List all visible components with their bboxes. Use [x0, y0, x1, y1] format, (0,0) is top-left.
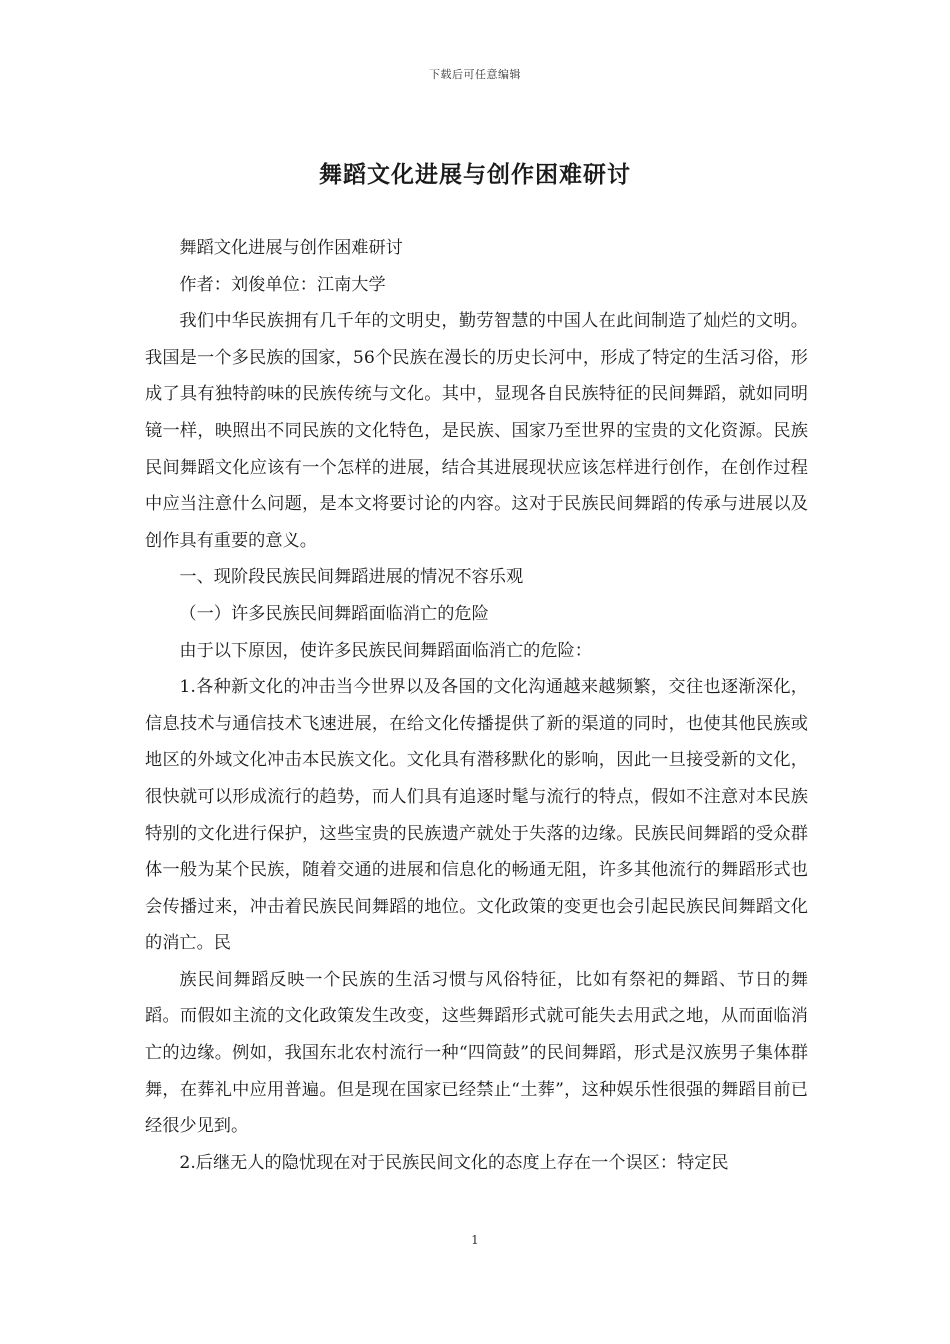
document-body: [145, 230, 808, 1181]
paragraph-subtitle: 舞蹈文化进展与创作困难研讨: [179, 238, 403, 258]
page-header: 下载后可任意编辑: [429, 68, 521, 81]
subsection-heading-1: （一）许多民族民间舞蹈面临消亡的危险: [179, 603, 489, 624]
paragraph-point-2: 2.后继无人的隐忧现在对于民族民间文化的态度上存在一个误区：特定民: [179, 1152, 729, 1173]
paragraph-intro: 我们中华民族拥有几千年的文明史，勤劳智慧的中国人在此间制造了灿烂的文明。我国是一个多民族的国家，56个民族在漫长的历史长河中，形成了特定的生活习俗，形成了具有独特韵味的民族传统与文化。其中，显现各自民族特征的民间舞蹈，就如同明镜一样，映照出不同民族的文化特色，是民族、国家乃至世界的宝贵的文化资源。民族民间舞蹈文化应该有一个怎样的进展，结合其进展现状应该怎样进行创作，在创作过程中应当注意什么问题，是本文将要讨论的内容。这对于民族民间舞蹈的传承与进展以及创作具有重要的意义。: [145, 311, 808, 551]
paragraph-reasons-intro: 由于以下原因，使许多民族民间舞蹈面临消亡的危险：: [179, 640, 592, 661]
document-title: 舞蹈文化进展与创作困难研讨: [319, 161, 631, 188]
paragraph-point-1-cont: 族民间舞蹈反映一个民族的生活习惯与风俗特征，比如有祭祀的舞蹈、节日的舞蹈。而假如主流的文化政策发生改变，这些舞蹈形式就可能失去用武之地，从而面临消亡的边缘。例如，我国东北农村流行一种“四筒鼓”的民间舞蹈，形式是汉族男子集体群舞，在葬礼中应用普遍。但是现在国家已经禁止“土葬”，这种娱乐性很强的舞蹈目前已经很少见到。: [145, 969, 808, 1137]
section-heading-1: 一、现阶段民族民间舞蹈进展的情况不容乐观: [179, 567, 524, 588]
paragraph-author: 作者：刘俊单位：江南大学: [179, 274, 386, 295]
page-number: 1: [471, 1233, 479, 1247]
paragraph-point-1: 1.各种新文化的冲击当今世界以及各国的文化沟通越来越频繁，交往也逐渐深化，信息技术与通信技术飞速进展，在给文化传播提供了新的渠道的同时，也使其他民族或地区的外域文化冲击本民族文化。文化具有潜移默化的影响，因此一旦接受新的文化，很快就可以形成流行的趋势，而人们具有追逐时髦与流行的特点，假如不注意对本民族特别的文化进行保护，这些宝贵的民族遗产就处于失落的边缘。民族民间舞蹈的受众群体一般为某个民族，随着交通的进展和信息化的畅通无阻，许多其他流行的舞蹈形式也会传播过来，冲击着民族民间舞蹈的地位。文化政策的变更也会引起民族民间舞蹈文化的消亡。民: [145, 677, 808, 954]
